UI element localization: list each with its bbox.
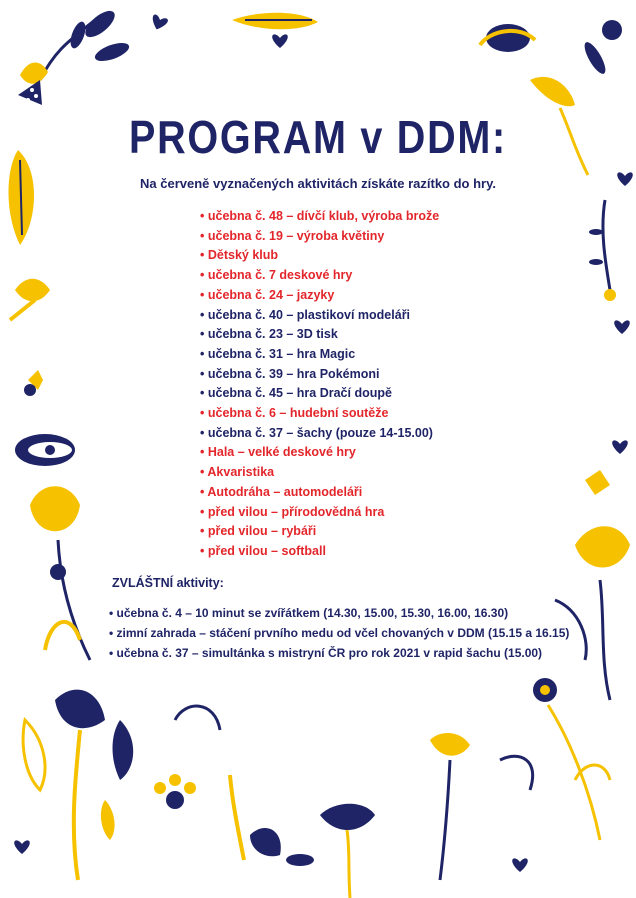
bottom-flowers <box>14 678 610 898</box>
tulip-icon <box>15 279 50 302</box>
list-item: • před vilou – softball <box>200 542 439 562</box>
page-subtitle: Na červeně vyznačených aktivitách získáte razítko do hry. <box>140 176 496 191</box>
top-left-sprigs <box>18 6 131 105</box>
special-list <box>109 603 569 663</box>
list-item: • před vilou – rybáři <box>200 522 439 542</box>
heart-icon <box>612 440 628 454</box>
list-item: • učebna č. 7 deskové hry <box>200 266 439 286</box>
tulip-icon <box>575 526 630 567</box>
special-item: • zimní zahrada – stáčení prvního medu od včel chovaných v DDM (15.15 a 16.15) <box>109 623 569 643</box>
activity-list <box>200 207 439 562</box>
list-item: • učebna č. 31 – hra Magic <box>200 345 439 365</box>
list-item: • Dětský klub <box>200 246 439 266</box>
list-item: • učebna č. 39 – hra Pokémoni <box>200 365 439 385</box>
list-item: • učebna č. 48 – dívčí klub, výroba brože <box>200 207 439 227</box>
list-item: • učebna č. 40 – plastikoví modeláři <box>200 306 439 326</box>
list-item: • učebna č. 23 – 3D tisk <box>200 325 439 345</box>
tulip-icon <box>530 77 575 106</box>
special-item: • učebna č. 37 – simultánka s mistryní ČR pro rok 2021 v rapid šachu (15.00) <box>109 643 569 663</box>
list-item: • Akvaristika <box>200 463 439 483</box>
heart-icon <box>149 14 168 32</box>
list-item: • Hala – velké deskové hry <box>200 443 439 463</box>
list-item: • Autodráha – automodeláři <box>200 483 439 503</box>
tulip-icon <box>30 486 80 531</box>
list-item: • před vilou – přírodovědná hra <box>200 503 439 523</box>
list-item: • učebna č. 24 – jazyky <box>200 286 439 306</box>
list-item: • učebna č. 19 – výroba květiny <box>200 227 439 247</box>
list-item: • učebna č. 45 – hra Dračí doupě <box>200 384 439 404</box>
special-heading: ZVLÁŠTNÍ aktivity: <box>112 576 224 590</box>
special-item: • učebna č. 4 – 10 minut se zvířátkem (14.30, 15.00, 15.30, 16.00, 16.30) <box>109 603 569 623</box>
list-item: • učebna č. 37 – šachy (pouze 14-15.00) <box>200 424 439 444</box>
heart-icon <box>272 34 288 48</box>
heart-icon <box>512 858 528 872</box>
tulip-icon <box>430 733 470 756</box>
page-title: PROGRAM v DDM: <box>129 111 507 163</box>
list-item: • učebna č. 6 – hudební soutěže <box>200 404 439 424</box>
left-side <box>8 150 90 660</box>
heart-icon <box>14 840 30 854</box>
heart-icon <box>614 320 630 334</box>
